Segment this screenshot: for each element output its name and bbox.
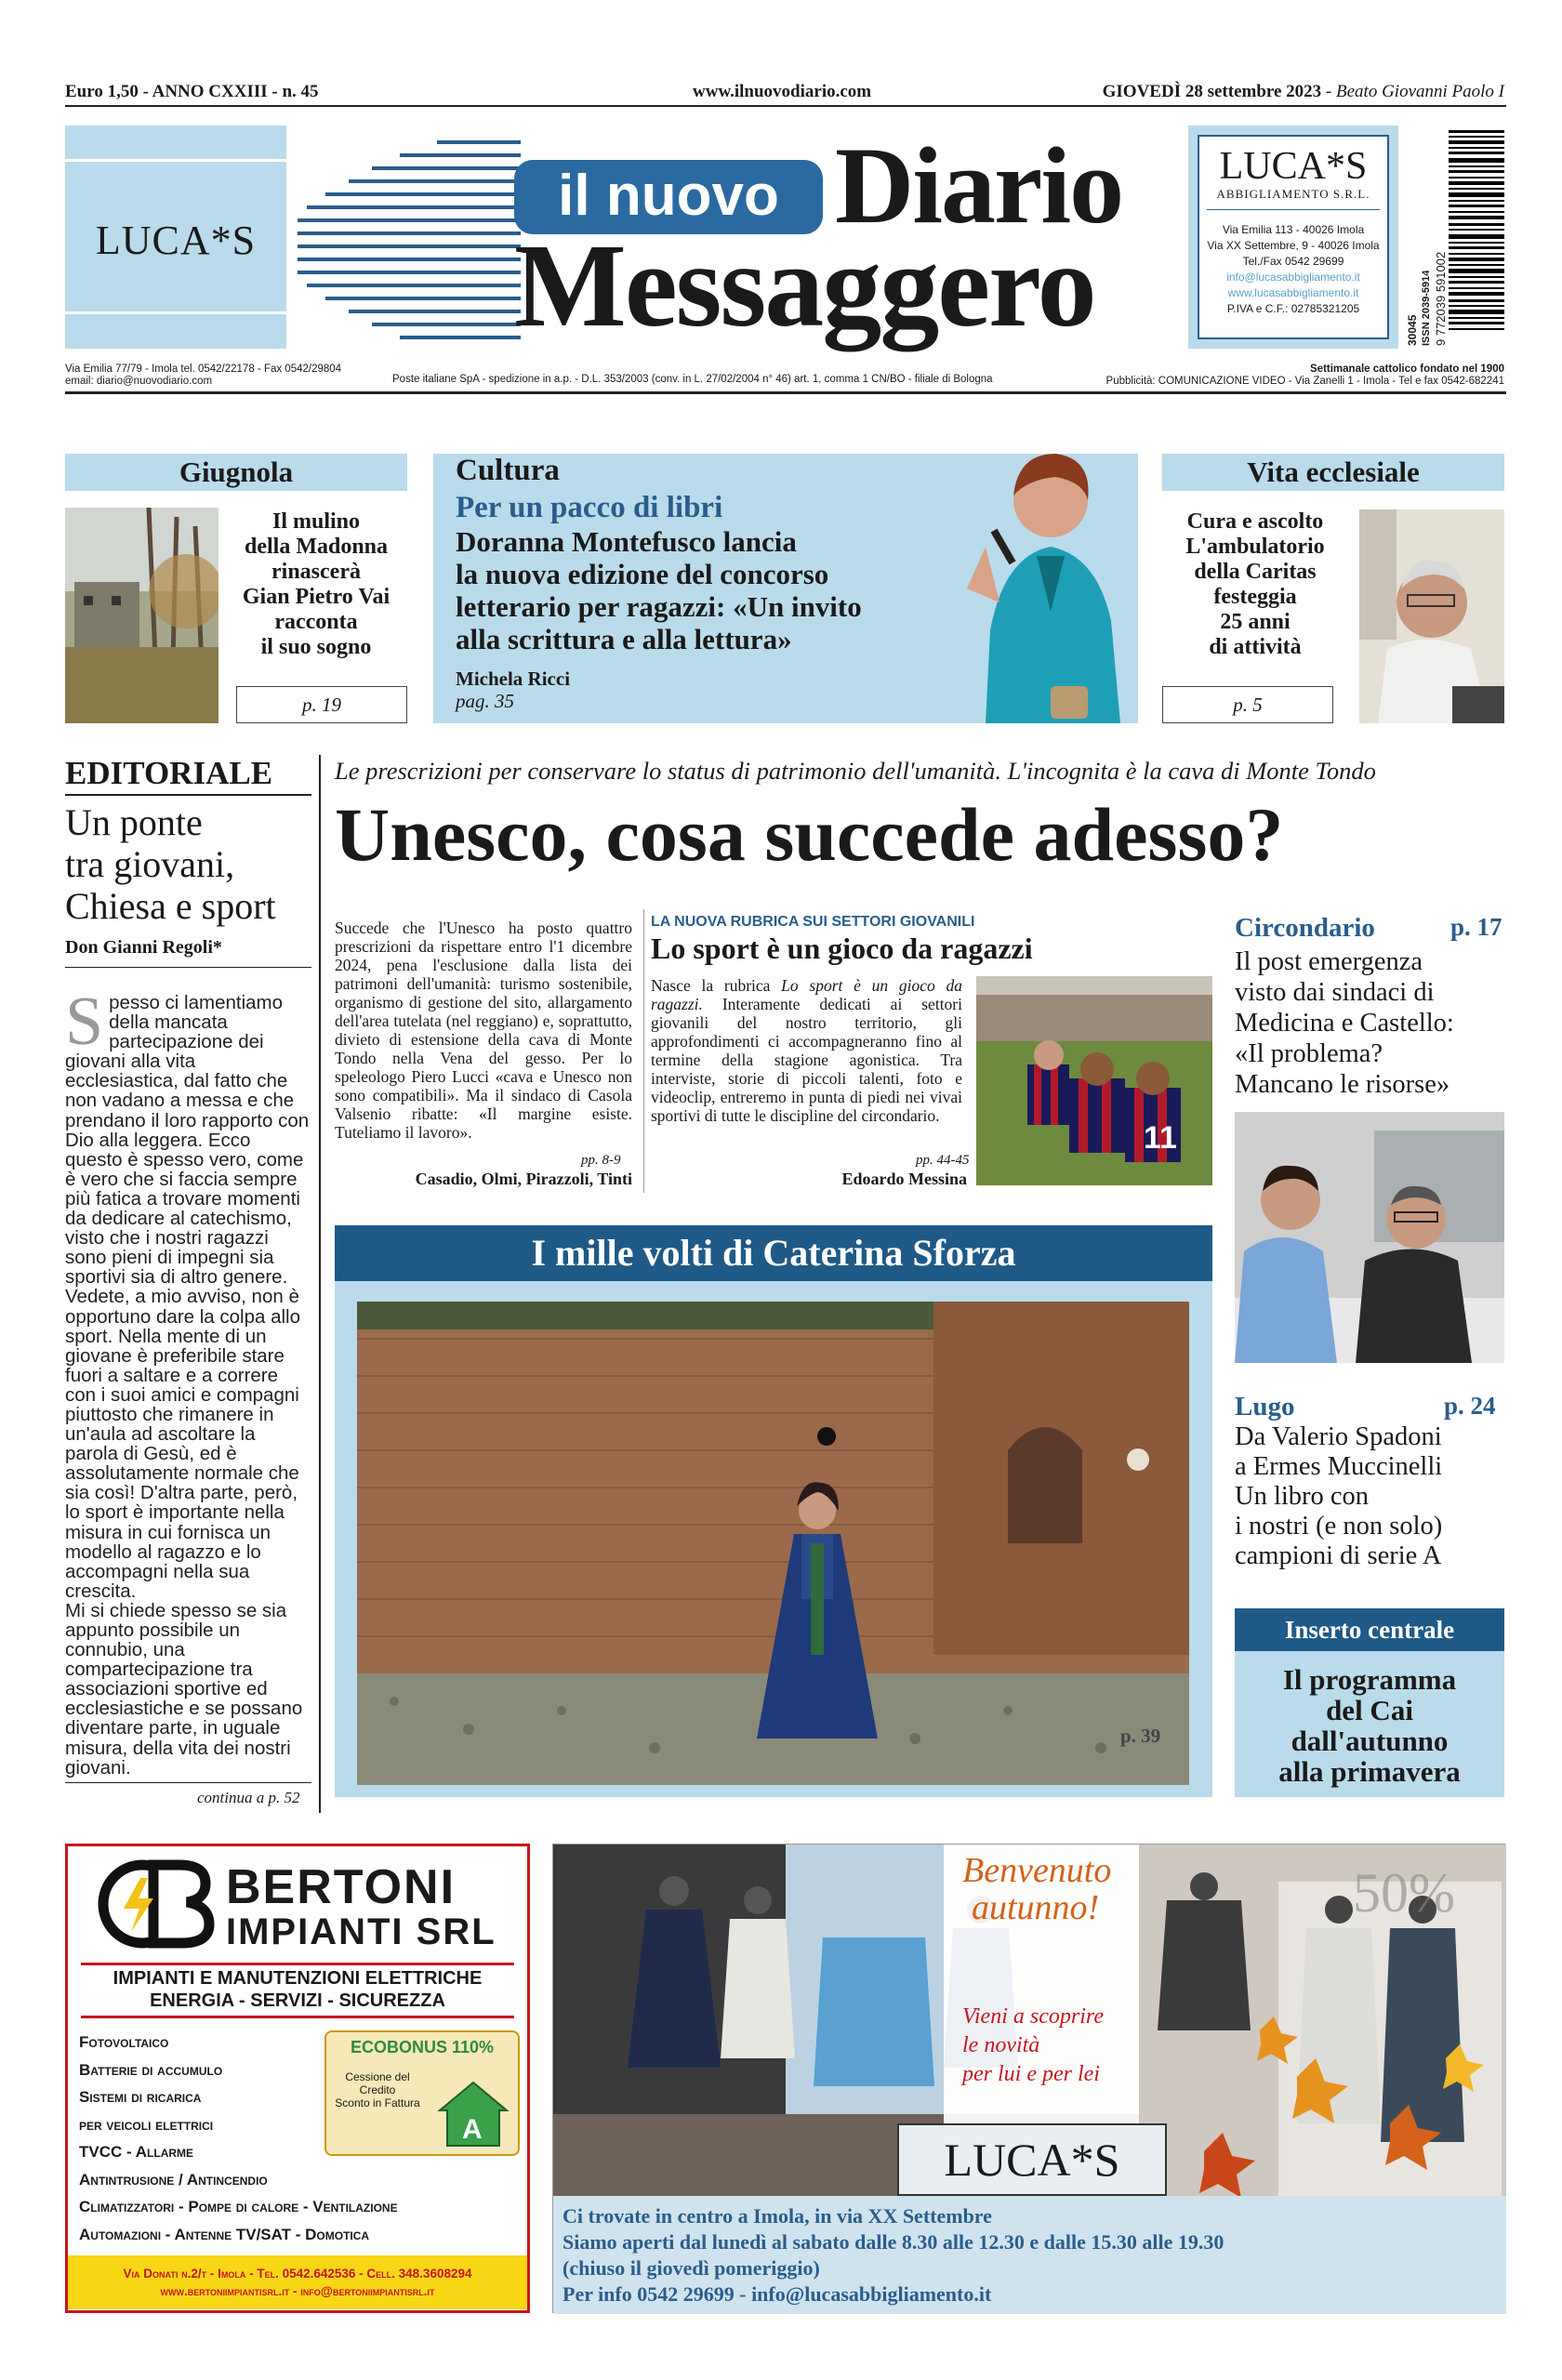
- barcode-number: 9 772039 591002: [1434, 251, 1448, 346]
- caterina-sforza-photo: [357, 1302, 1189, 1785]
- drop-cap: S: [65, 984, 104, 1060]
- svg-text:11: 11: [1144, 1120, 1177, 1156]
- ecobonus-badge: [324, 2030, 520, 2156]
- issue-code: 30045: [1406, 314, 1419, 346]
- lucas-logo-right: LUCA*S: [1219, 145, 1368, 188]
- lugo-text: Da Valerio Spadoni a Ermes Muccinelli Un libro con i nostri (e non solo) campioni di serie A: [1235, 1422, 1443, 1570]
- vita-page[interactable]: p. 5: [1162, 686, 1333, 723]
- sale-decal: 50%: [1353, 1862, 1455, 1924]
- photo-page[interactable]: p. 39: [1120, 1725, 1161, 1747]
- caritas-photo: [1359, 509, 1504, 723]
- date-line: [1103, 82, 1504, 102]
- weekly-founded: Settimanale cattolico fondato nel 1900: [1310, 364, 1504, 375]
- brand-diario: Diario: [835, 125, 1123, 246]
- lead-headline: Unesco, cosa succede adesso?: [335, 792, 1284, 877]
- mayors-photo: [1235, 1112, 1504, 1363]
- lead-pages[interactable]: pp. 8-9: [581, 1153, 621, 1168]
- svg-text:A: A: [462, 2114, 483, 2145]
- inserto-text: Il programma del Cai dall'autunno alla primavera: [1278, 1663, 1461, 1788]
- inserto-label: Inserto centrale: [1235, 1608, 1504, 1651]
- barcode: [1404, 130, 1504, 346]
- editorial-label: EDITORIALE: [65, 755, 273, 791]
- lucas-ad[interactable]: [552, 1844, 1505, 2313]
- lucas-ad-logo: LUCA*S: [897, 2123, 1167, 2196]
- lucas-contacts: Via Emilia 113 - 40026 Imola Via XX Settembre, 9 - 40026 Imola Tel./Fax 0542 29699 info@lucasabbigliamento.it www.lucasabbigliamento.it P.IVA e C.F.: 02785321205: [1207, 223, 1380, 315]
- bertoni-ad[interactable]: [65, 1844, 530, 2313]
- cultura-author: Michela Ricci: [456, 668, 571, 690]
- lucas-invite: Vieni a scoprire le novità per lui e per lei: [962, 2004, 1104, 2086]
- masthead-stripes: [298, 135, 521, 349]
- issn: ISSN 2039-5914: [1421, 270, 1432, 346]
- bertoni-name2: IMPIANTI SRL: [226, 1911, 496, 1952]
- section-giugnola[interactable]: Giugnola: [65, 454, 407, 491]
- lead-authors: Casadio, Olmi, Pirazzoli, Tinti: [415, 1170, 632, 1188]
- lucas-subtitle: ABBIGLIAMENTO S.R.L.: [1216, 187, 1370, 201]
- lead-body: Succede che l'Unesco ha posto quattro prescrizioni da rispettare entro l'1 dicembre 2024, pena l'esclusione dalla lista dei patrimoni dell'umanità: turismo sostenibile, organismo di gestione del sito, allargamento dell'area tutelata (nel reggiano) e, soprattutto, divieto di estensione della cava di Monte Tondo nella Vena del gesso. Per lo speleologo Piero Lucci «cava e Unesco non sono compatibili». Ma il sindaco di Casola Valsenio ribatte: «Il margine esiste. Tuteliamo il lavoro».: [335, 919, 632, 1142]
- site-url[interactable]: www.ilnuovodiario.com: [693, 82, 872, 101]
- top-right-ad[interactable]: [1188, 126, 1398, 349]
- montefusco-photo: [948, 426, 1138, 723]
- section-cultura: Cultura: [456, 454, 560, 487]
- bertoni-logo-icon: [96, 1858, 217, 1950]
- cultura-kicker: Per un pacco di libri: [456, 491, 723, 524]
- section-vita-ecclesiale[interactable]: Vita ecclesiale: [1162, 454, 1504, 491]
- saint-of-day: - Beato Giovanni Paolo I: [1325, 82, 1504, 101]
- circondario-text: Il post emergenza visto dai sindaci di Medicina e Castello: «Il problema? Mancano le risorse»: [1235, 947, 1454, 1099]
- editorial-title: Un ponte tra giovani, Chiesa e sport: [65, 801, 276, 927]
- mill-photo: [65, 508, 218, 723]
- ecobonus-sub: Cessione del Credito Sconto in Fattura: [335, 2070, 420, 2109]
- sport-headline: Lo sport è un gioco da ragazzi: [651, 932, 1033, 965]
- circondario-section: Circondario: [1235, 913, 1375, 943]
- circondario-page[interactable]: p. 17: [1450, 913, 1502, 941]
- bertoni-name: BERTONI: [226, 1860, 457, 1914]
- price-issue: Euro 1,50 - ANNO CXXIII - n. 45: [65, 82, 319, 101]
- sport-pages[interactable]: pp. 44-45: [916, 1153, 970, 1168]
- editorial-author: Don Gianni Regoli*: [65, 937, 222, 958]
- editorial-body: Spesso ci lamentiamo della mancata partecipazione dei giovani alla vita ecclesiastica, dal fatto che non vadano a messa e che prendano il loro rapporto con Dio alla leggera. Ecco questo è spesso vero, come è vero che si faccia sempre più fatica a trovare momenti da dedicare al catechismo, visto che i nostri ragazzi sono pieni di impegni sia sportivi sia di altro genere. Vedete, a mio avviso, non è opportuno dare la colpa allo sport. Nella mente di un giovane è preferibile stare fuori a saltare e a correre con i suoi amici e compagni piuttosto che rimanere in un'aula ad ascoltare la parola di Gesù, ed è assolutamente normale che sia così! D'altra parte, però, lo sport è importante nella misura in cui fornisca un modello al ragazzo e lo accompagni nella sua crescita. Mi si chiede spesso se sia appunto possibile un connubio, una compartecipazione tra associazioni sportive ed ecclesiastiche e se possano diventare parte, in uguale misura, della vita dei nostri giovani.: [65, 984, 310, 1778]
- editorial-address: Via Emilia 77/79 - Imola tel. 0542/22178 - Fax 0542/29804 email: diario@nuovodiario.com: [65, 364, 342, 387]
- sport-author: Edoardo Messina: [841, 1170, 967, 1188]
- left-ad-box[interactable]: [65, 126, 286, 349]
- lucas-ad-info: Ci trovate in centro a Imola, in via XX Settembre Siamo aperti dal lunedì al sabato dalle 8.30 alle 12.30 e dalle 15.30 alle 19.30 (chiuso il giovedì pomeriggio) Per info 0542 29699 - info@lucasabbigliamento.it: [563, 2204, 1224, 2306]
- giugnola-page[interactable]: p. 19: [236, 686, 407, 723]
- bertoni-services: Fotovoltaico Batterie di accumulo Sistemi di ricarica per veicoli elettrici TVCC - Allarme Antintrusione / Antincendio Climatizzatori - Pompe di calore - Ventilazione Automazioni - Antenne TV/SAT - Domotica: [79, 2033, 398, 2243]
- vita-text: Cura e ascolto L'ambulatorio della Caritas festeggia 25 anni di attività: [1185, 509, 1325, 659]
- brand-messaggero: Messaggero: [514, 219, 1095, 351]
- lugo-section: Lugo: [1235, 1392, 1295, 1421]
- ecobonus-title: ECOBONUS 110%: [350, 2038, 495, 2056]
- lead-kicker: Le prescrizioni per conservare lo status di patrimonio dell'umanità. L'incognita è la cava di Monte Tondo: [335, 757, 1376, 785]
- bertoni-tagline: IMPIANTI E MANUTENZIONI ELETTRICHE ENERGIA - SERVIZI - SICUREZZA: [113, 1968, 483, 2011]
- editorial-continue[interactable]: continua a p. 52: [197, 1789, 300, 1806]
- sport-kicker: LA NUOVA RUBRICA SUI SETTORI GIOVANILI: [651, 914, 975, 930]
- giugnola-text: Il mulino della Madonna rinascerà Gian Pietro Vai racconta il suo sogno: [242, 509, 390, 659]
- lugo-page[interactable]: p. 24: [1444, 1392, 1496, 1420]
- brand-il-nuovo: il nuovo: [514, 160, 823, 234]
- kids-football-photo: [976, 976, 1212, 1185]
- lucas-logo-left: LUCA*S: [95, 218, 257, 263]
- bertoni-footer: Via Donati n.2/t - Imola - Tel. 0542.642536 - Cell. 348.3608294 www.bertoniimpiantisrl.it - info@bertoniimpiantisrl.it: [68, 2255, 527, 2309]
- publicity-info: Pubblicità: COMUNICAZIONE VIDEO - Via Zanelli 1 - Imola - Tel e fax 0542-682241: [1105, 376, 1504, 387]
- postal-notice: Poste italiane SpA - spedizione in a.p. - D.L. 353/2003 (conv. in L. 27/02/2004 n° 46) art. 1, comma 1 CN/BO - filiale di Bologna: [392, 374, 993, 385]
- cultura-page[interactable]: pag. 35: [456, 690, 514, 712]
- date: GIOVEDÌ 28 settembre 2023: [1102, 82, 1322, 101]
- cultura-headline: Doranna Montefusco lancia la nuova edizione del concorso letterario per ragazzi: «Un invito alla scrittura e alla lettura»: [456, 525, 862, 655]
- lucas-welcome: Benvenuto autunno!: [962, 1851, 1112, 1927]
- sport-body: Nasce la rubrica Lo sport è un gioco da ragazzi. Interamente dedicati ai settori giovanili del nostro territorio, gli approfondimenti ci accompagneranno fino al termine della stagione agonistica. Tra interviste, storie di piccoli talenti, foto e videoclip, entreremo in punta di piedi nei vivai sportivi di tutte le discipline del circondario.: [651, 976, 962, 1125]
- photo-feature-title: I mille volti di Caterina Sforza: [335, 1225, 1212, 1281]
- energy-house-icon: [436, 2079, 510, 2149]
